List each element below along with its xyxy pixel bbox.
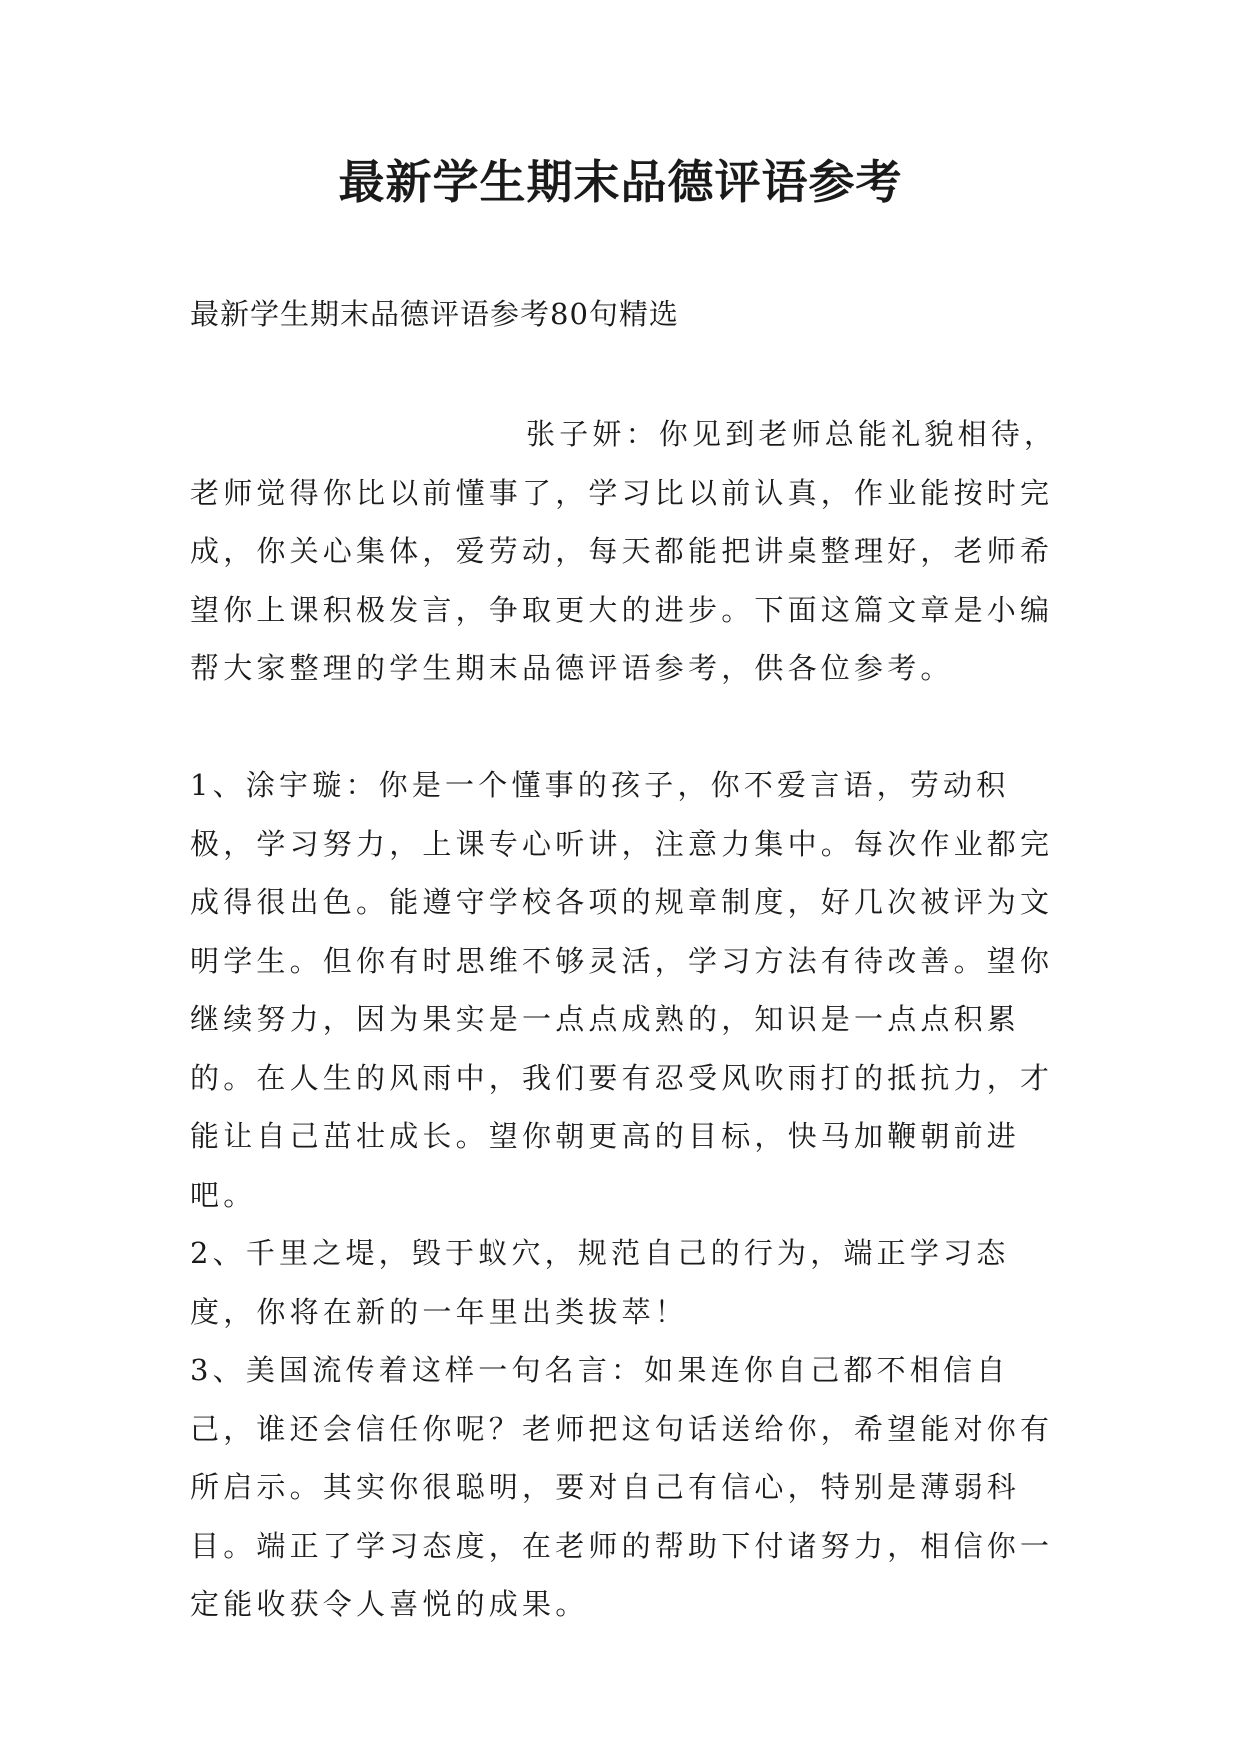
comment-item-1: 1、涂宇璇：你是一个懂事的孩子，你不爱言语，劳动积极，学习努力，上课专心听讲，注意力集中。每次作业都完成得很出色。能遵守学校各项的规章制度，好几次被评为文明学生。但你有时思维不够灵活，学习方法有待改善。望你继续努力，因为果实是一点点成熟的，知识是一点点积累的。在人生的风雨中，我们要有忍受风吹雨打的抵抗力，才能让自己茁壮成长。望你朝更高的目标，快马加鞭朝前进吧。	[190, 768, 1054, 1212]
document-subtitle: 最新学生期末品德评语参考80句精选	[190, 297, 679, 331]
intro-paragraph: 张子妍：你见到老师总能礼貌相待，老师觉得你比以前懂事了，学习比以前认真，作业能按时完成，你关心集体，爱劳动，每天都能把讲桌整理好，老师希望你上课积极发言，争取更大的进步。下面这篇文章是小编帮大家整理的学生期末品德评语参考，供各位参考。	[190, 417, 1058, 685]
comment-item-3: 3、美国流传着这样一句名言：如果连你自己都不相信自己，谁还会信任你呢？老师把这句话送给你，希望能对你有所启示。其实你很聪明，要对自己有信心，特别是薄弱科目。端正了学习态度，在老师的帮助下付诸努力，相信你一定能收获令人喜悦的成果。	[190, 1353, 1054, 1621]
document-title: 最新学生期末品德评语参考	[338, 155, 903, 209]
comment-list	[190, 756, 1066, 1634]
comment-item-2: 2、千里之堤，毁于蚁穴，规范自己的行为，端正学习态度，你将在新的一年里出类拔萃！	[190, 1236, 1010, 1329]
